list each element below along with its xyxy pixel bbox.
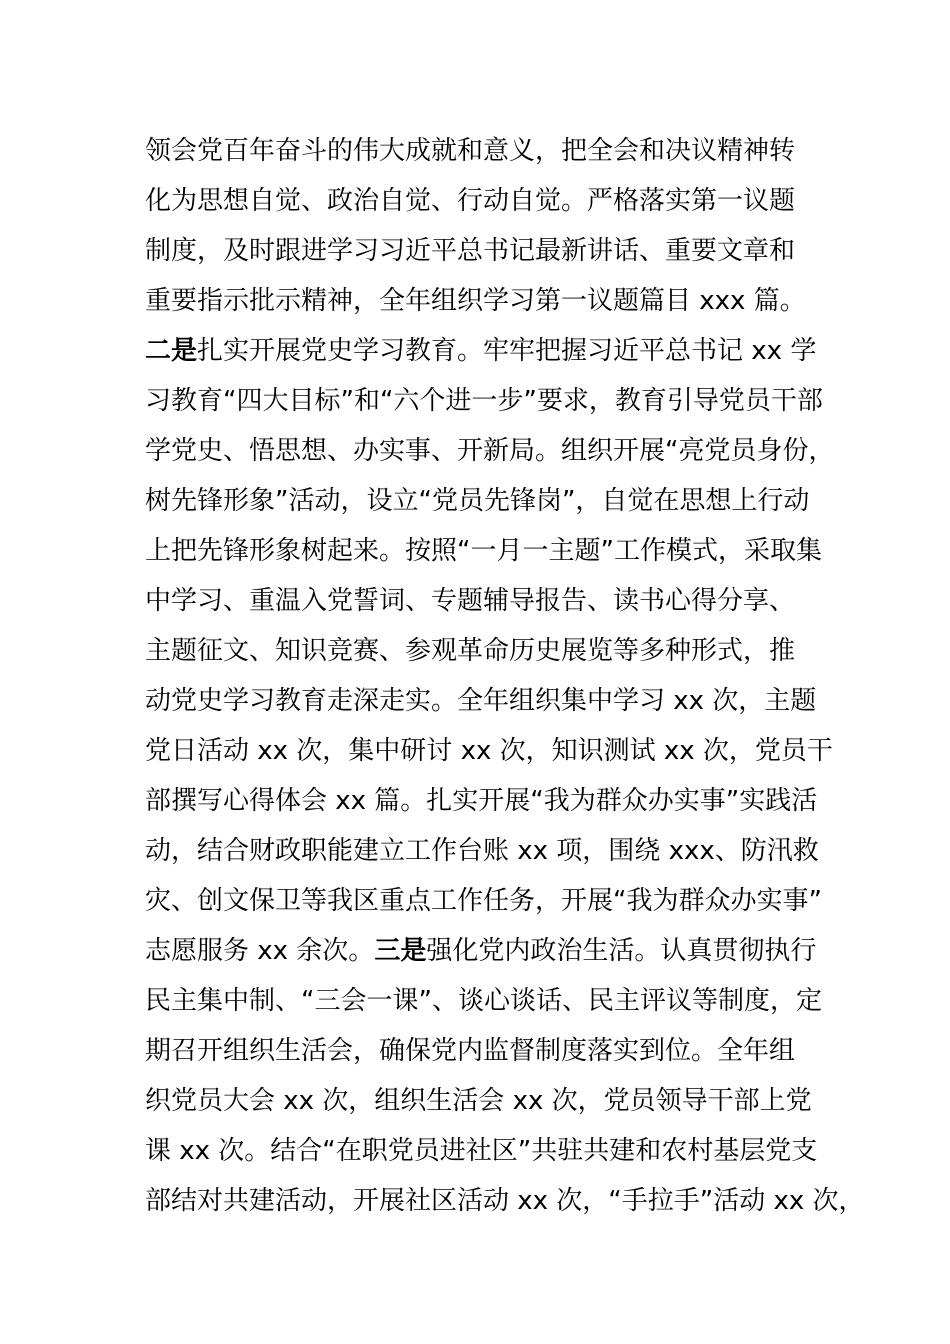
text-line [145, 1076, 845, 1126]
text-line [145, 226, 845, 276]
text-run: 主题征文、知识竞赛、参观革命历史展览等多种形式，推 [145, 636, 796, 666]
text-line [145, 926, 845, 976]
text-line [145, 476, 845, 526]
text-run: 志愿服务 xx 余次。 [145, 936, 375, 966]
text-run: 重要指示批示精神，全年组织学习第一议题篇目 xxx 篇。 [145, 286, 806, 316]
text-run: 学党史、悟思想、办实事、开新局。组织开展“亮党员身份， [145, 436, 835, 466]
text-line [145, 326, 845, 376]
text-line [145, 676, 845, 726]
text-line [145, 876, 845, 926]
text-line [145, 976, 845, 1026]
text-run: 民主集中制、“三会一课”、谈心谈话、民主评议等制度，定 [145, 986, 822, 1016]
text-line [145, 526, 845, 576]
text-run: 习教育“四大目标”和“六个进一步”要求，教育引导党员干部 [145, 386, 823, 416]
text-line [145, 1126, 845, 1176]
text-line [145, 826, 845, 876]
text-run: 党日活动 xx 次，集中研讨 xx 次，知识测试 xx 次，党员干 [145, 736, 833, 766]
text-run: 织党员大会 xx 次，组织生活会 xx 次，党员领导干部上党 [145, 1086, 812, 1116]
text-run: 扎实开展党史学习教育。牢牢把握习近平总书记 xx 学 [197, 336, 817, 366]
text-line [145, 1176, 865, 1226]
body-text [145, 126, 865, 1226]
text-line [145, 726, 845, 776]
text-run: 课 xx 次。结合“在职党员进社区”共驻共建和农村基层党支 [145, 1136, 818, 1166]
text-run: 上把先锋形象树起来。按照“一月一主题”工作模式，采取集 [145, 536, 822, 566]
text-run: 部结对共建活动，开展社区活动 xx 次，“手拉手”活动 xx 次， [145, 1186, 865, 1216]
text-line [145, 276, 845, 326]
text-run: 动，结合财政职能建立工作台账 xx 项，围绕 xxx、防汛救 [145, 836, 819, 866]
text-line [145, 176, 845, 226]
text-line [145, 776, 845, 826]
section-marker-bold: 二是 [145, 336, 198, 366]
text-run: 领会党百年奋斗的伟大成就和意义，把全会和决议精神转 [145, 136, 796, 166]
section-marker-bold: 三是 [374, 936, 427, 966]
text-line [145, 626, 845, 676]
text-run: 制度，及时跟进学习习近平总书记最新讲话、重要文章和 [145, 236, 796, 266]
text-run: 中学习、重温入党誓词、专题辅导报告、读书心得分享、 [145, 586, 796, 616]
text-line [145, 1026, 845, 1076]
text-line [145, 126, 845, 176]
text-line [145, 576, 845, 626]
text-run: 化为思想自觉、政治自觉、行动自觉。严格落实第一议题 [145, 186, 796, 216]
text-line [145, 426, 845, 476]
text-run: 动党史学习教育走深走实。全年组织集中学习 xx 次，主题 [145, 686, 817, 716]
text-run: 树先锋形象”活动，设立“党员先锋岗”，自觉在思想上行动 [145, 486, 810, 516]
text-run: 灾、创文保卫等我区重点工作任务，开展“我为群众办实事” [145, 886, 822, 916]
text-line [145, 376, 845, 426]
text-run: 部撰写心得体会 xx 篇。扎实开展“我为群众办实事”实践活 [145, 786, 818, 816]
text-run: 期召开组织生活会，确保党内监督制度落实到位。全年组 [145, 1036, 796, 1066]
text-run: 强化党内政治生活。认真贯彻执行 [426, 936, 817, 966]
